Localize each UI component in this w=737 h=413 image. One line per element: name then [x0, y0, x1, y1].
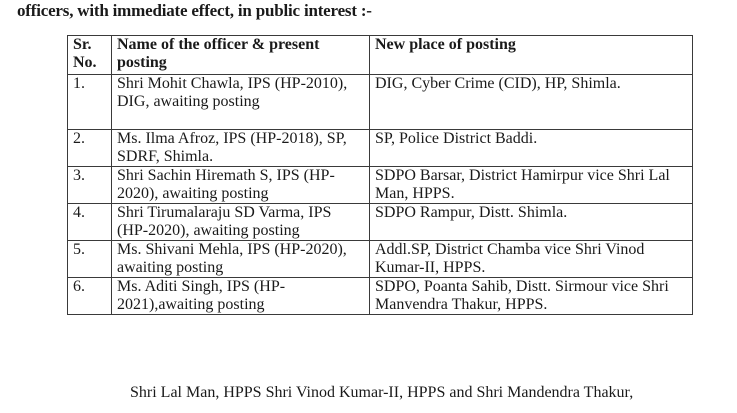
cell-officer: Shri Mohit Chawla, IPS (HP-2010), DIG, awaiting posting [112, 75, 370, 130]
cell-sr: 2. [68, 130, 112, 167]
cell-officer: Ms. Ilma Afroz, IPS (HP-2018), SP, SDRF, Shimla. [112, 130, 370, 167]
table-row [68, 241, 693, 278]
cell-officer: Shri Sachin Hiremath S, IPS (HP-2020), awaiting posting [112, 167, 370, 204]
table-header-row [68, 36, 693, 75]
cell-sr: 1. [68, 75, 112, 130]
cell-sr: 4. [68, 204, 112, 241]
cell-officer: Shri Tirumalaraju SD Varma, IPS (HP-2020), awaiting posting [112, 204, 370, 241]
header-new-posting: New place of posting [370, 36, 693, 75]
table-row [68, 130, 693, 167]
cell-new-posting: SDPO Barsar, District Hamirpur vice Shri Lal Man, HPPS. [370, 167, 693, 204]
header-officer: Name of the officer & present posting [112, 36, 370, 75]
table-row [68, 75, 693, 130]
cell-sr: 3. [68, 167, 112, 204]
cell-officer: Ms. Shivani Mehla, IPS (HP-2020), awaiting posting [112, 241, 370, 278]
cell-new-posting: SDPO Rampur, Distt. Shimla. [370, 204, 693, 241]
intro-text: officers, with immediate effect, in public interest :- [17, 1, 372, 20]
cell-sr: 5. [68, 241, 112, 278]
table-row [68, 204, 693, 241]
footer-text: Shri Lal Man, HPPS Shri Vinod Kumar-II, HPPS and Shri Mandendra Thakur, [130, 384, 634, 401]
postings-table [67, 35, 693, 315]
table-row [68, 278, 693, 315]
cell-new-posting: SDPO, Poanta Sahib, Distt. Sirmour vice Shri Manvendra Thakur, HPPS. [370, 278, 693, 315]
table-row [68, 167, 693, 204]
cell-sr: 6. [68, 278, 112, 315]
cell-new-posting: Addl.SP, District Chamba vice Shri Vinod Kumar-II, HPPS. [370, 241, 693, 278]
cell-officer: Ms. Aditi Singh, IPS (HP-2021),awaiting posting [112, 278, 370, 315]
cell-new-posting: SP, Police District Baddi. [370, 130, 693, 167]
header-sr-no: Sr. No. [68, 36, 112, 75]
cell-new-posting: DIG, Cyber Crime (CID), HP, Shimla. [370, 75, 693, 130]
